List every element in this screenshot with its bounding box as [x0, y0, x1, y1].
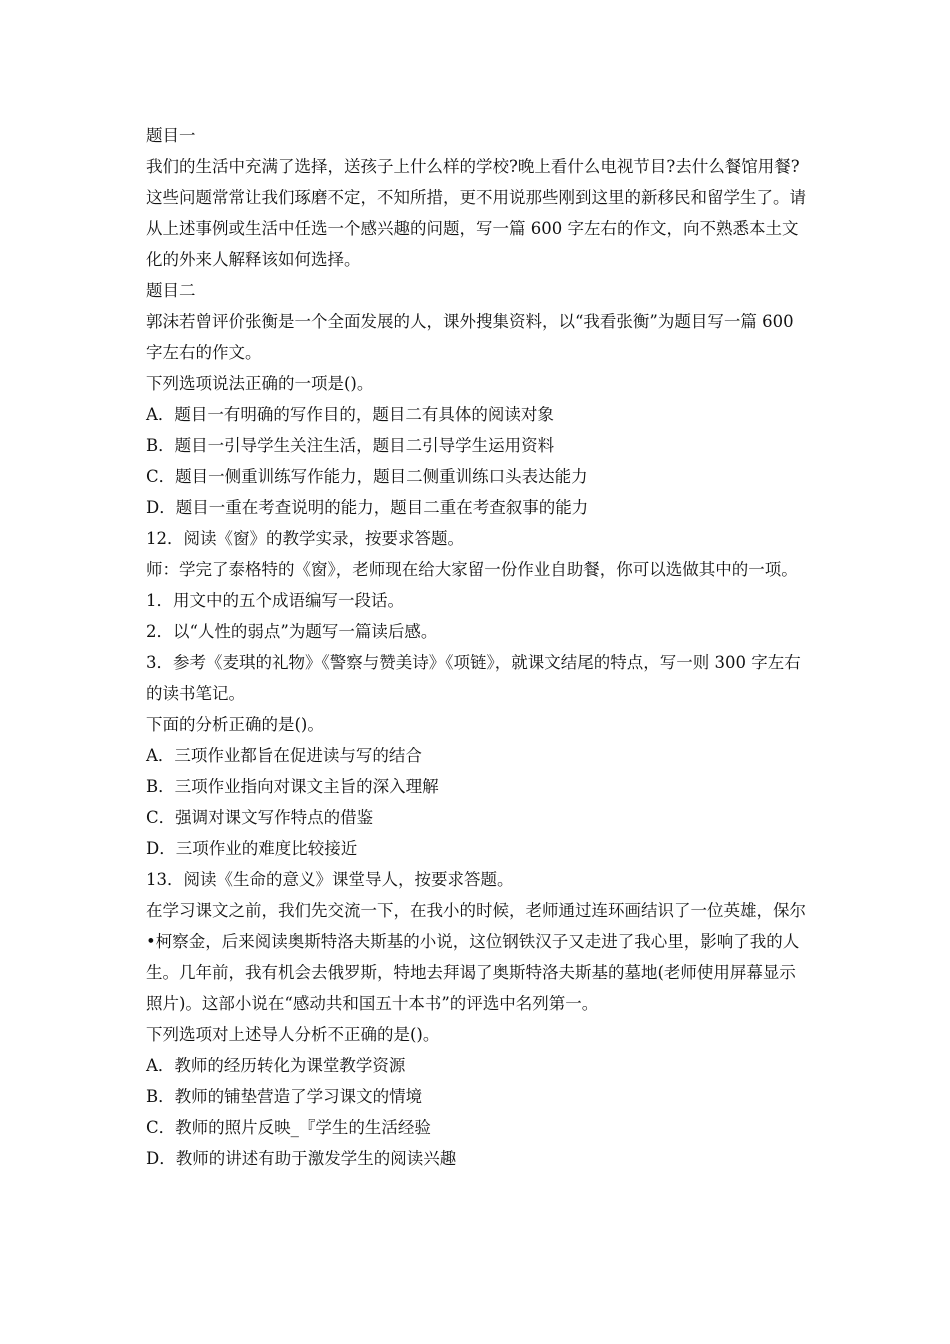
- list-item: 3．参考《麦琪的礼物》《警察与赞美诗》《项链》，就课文结尾的特点，写一则 300 字左右的读书笔记。: [146, 653, 801, 703]
- question-number-12: 12．阅读《窗》的教学实录，按要求答题。: [146, 529, 464, 548]
- option-b: B．题目一引导学生关注生活，题目二引导学生运用资料: [146, 436, 555, 455]
- option-a: A．教师的经历转化为课堂教学资源: [146, 1056, 406, 1075]
- option-c: C．强调对课文写作特点的借鉴: [146, 808, 374, 827]
- question-stem: 下列选项对上述导人分析不正确的是()。: [146, 1025, 440, 1044]
- option-b: B．教师的铺垫营造了学习课文的情境: [146, 1087, 423, 1106]
- question-number-13: 13．阅读《生命的意义》课堂导人，按要求答题。: [146, 870, 514, 889]
- option-d: D．题目一重在考查说明的能力，题目二重在考查叙事的能力: [146, 498, 589, 517]
- question-text: 郭沫若曾评价张衡是一个全面发展的人，课外搜集资料，以“我看张衡”为题目写一篇 600 字左右的作文。: [146, 312, 794, 362]
- list-item: 1．用文中的五个成语编写一段话。: [146, 591, 404, 610]
- option-b: B．三项作业指向对课文主旨的深入理解: [146, 777, 439, 796]
- option-a: A．三项作业都旨在促进读与写的结合: [146, 746, 422, 765]
- question-text: 师：学完了泰格特的《窗》，老师现在给大家留一份作业自助餐，你可以选做其中的一项。: [146, 560, 798, 579]
- option-d: D．教师的讲述有助于激发学生的阅读兴趣: [146, 1149, 457, 1168]
- document-body: [146, 120, 810, 1174]
- question-stem: 下列选项说法正确的一项是()。: [146, 374, 374, 393]
- question-text: 在学习课文之前，我们先交流一下，在我小的时候，老师通过连环画结识了一位英雄，保尔•柯察金，后来阅读奥斯特洛夫斯基的小说，这位钢铁汉子又走进了我心里，影响了我的人生。几年前，我有机会去俄罗斯，特地去拜谒了奥斯特洛夫斯基的墓地(老师使用屏幕显示照片)。这部小说在“感动共和国五十本书”的评选中名列第一。: [146, 901, 806, 1013]
- option-c: C．题目一侧重训练写作能力，题目二侧重训练口头表达能力: [146, 467, 588, 486]
- list-item: 2．以“人性的弱点”为题写一篇读后感。: [146, 622, 438, 641]
- question-text: 我们的生活中充满了选择，送孩子上什么样的学校?晚上看什么电视节目?去什么餐馆用餐?这些问题常常让我们琢磨不定，不知所措，更不用说那些刚到这里的新移民和留学生了。请从上述事例或生活中任选一个感兴趣的问题，写一篇 600 字左右的作文，向不熟悉本土文化的外来人解释该如何选择。: [146, 157, 806, 269]
- option-c: C．教师的照片反映_『学生的生活经验: [146, 1118, 431, 1137]
- option-a: A．题目一有明确的写作目的，题目二有具体的阅读对象: [146, 405, 554, 424]
- question-heading: 题目二: [146, 281, 196, 300]
- question-heading: 题目一: [146, 126, 196, 145]
- question-stem: 下面的分析正确的是()。: [146, 715, 324, 734]
- option-d: D．三项作业的难度比较接近: [146, 839, 358, 858]
